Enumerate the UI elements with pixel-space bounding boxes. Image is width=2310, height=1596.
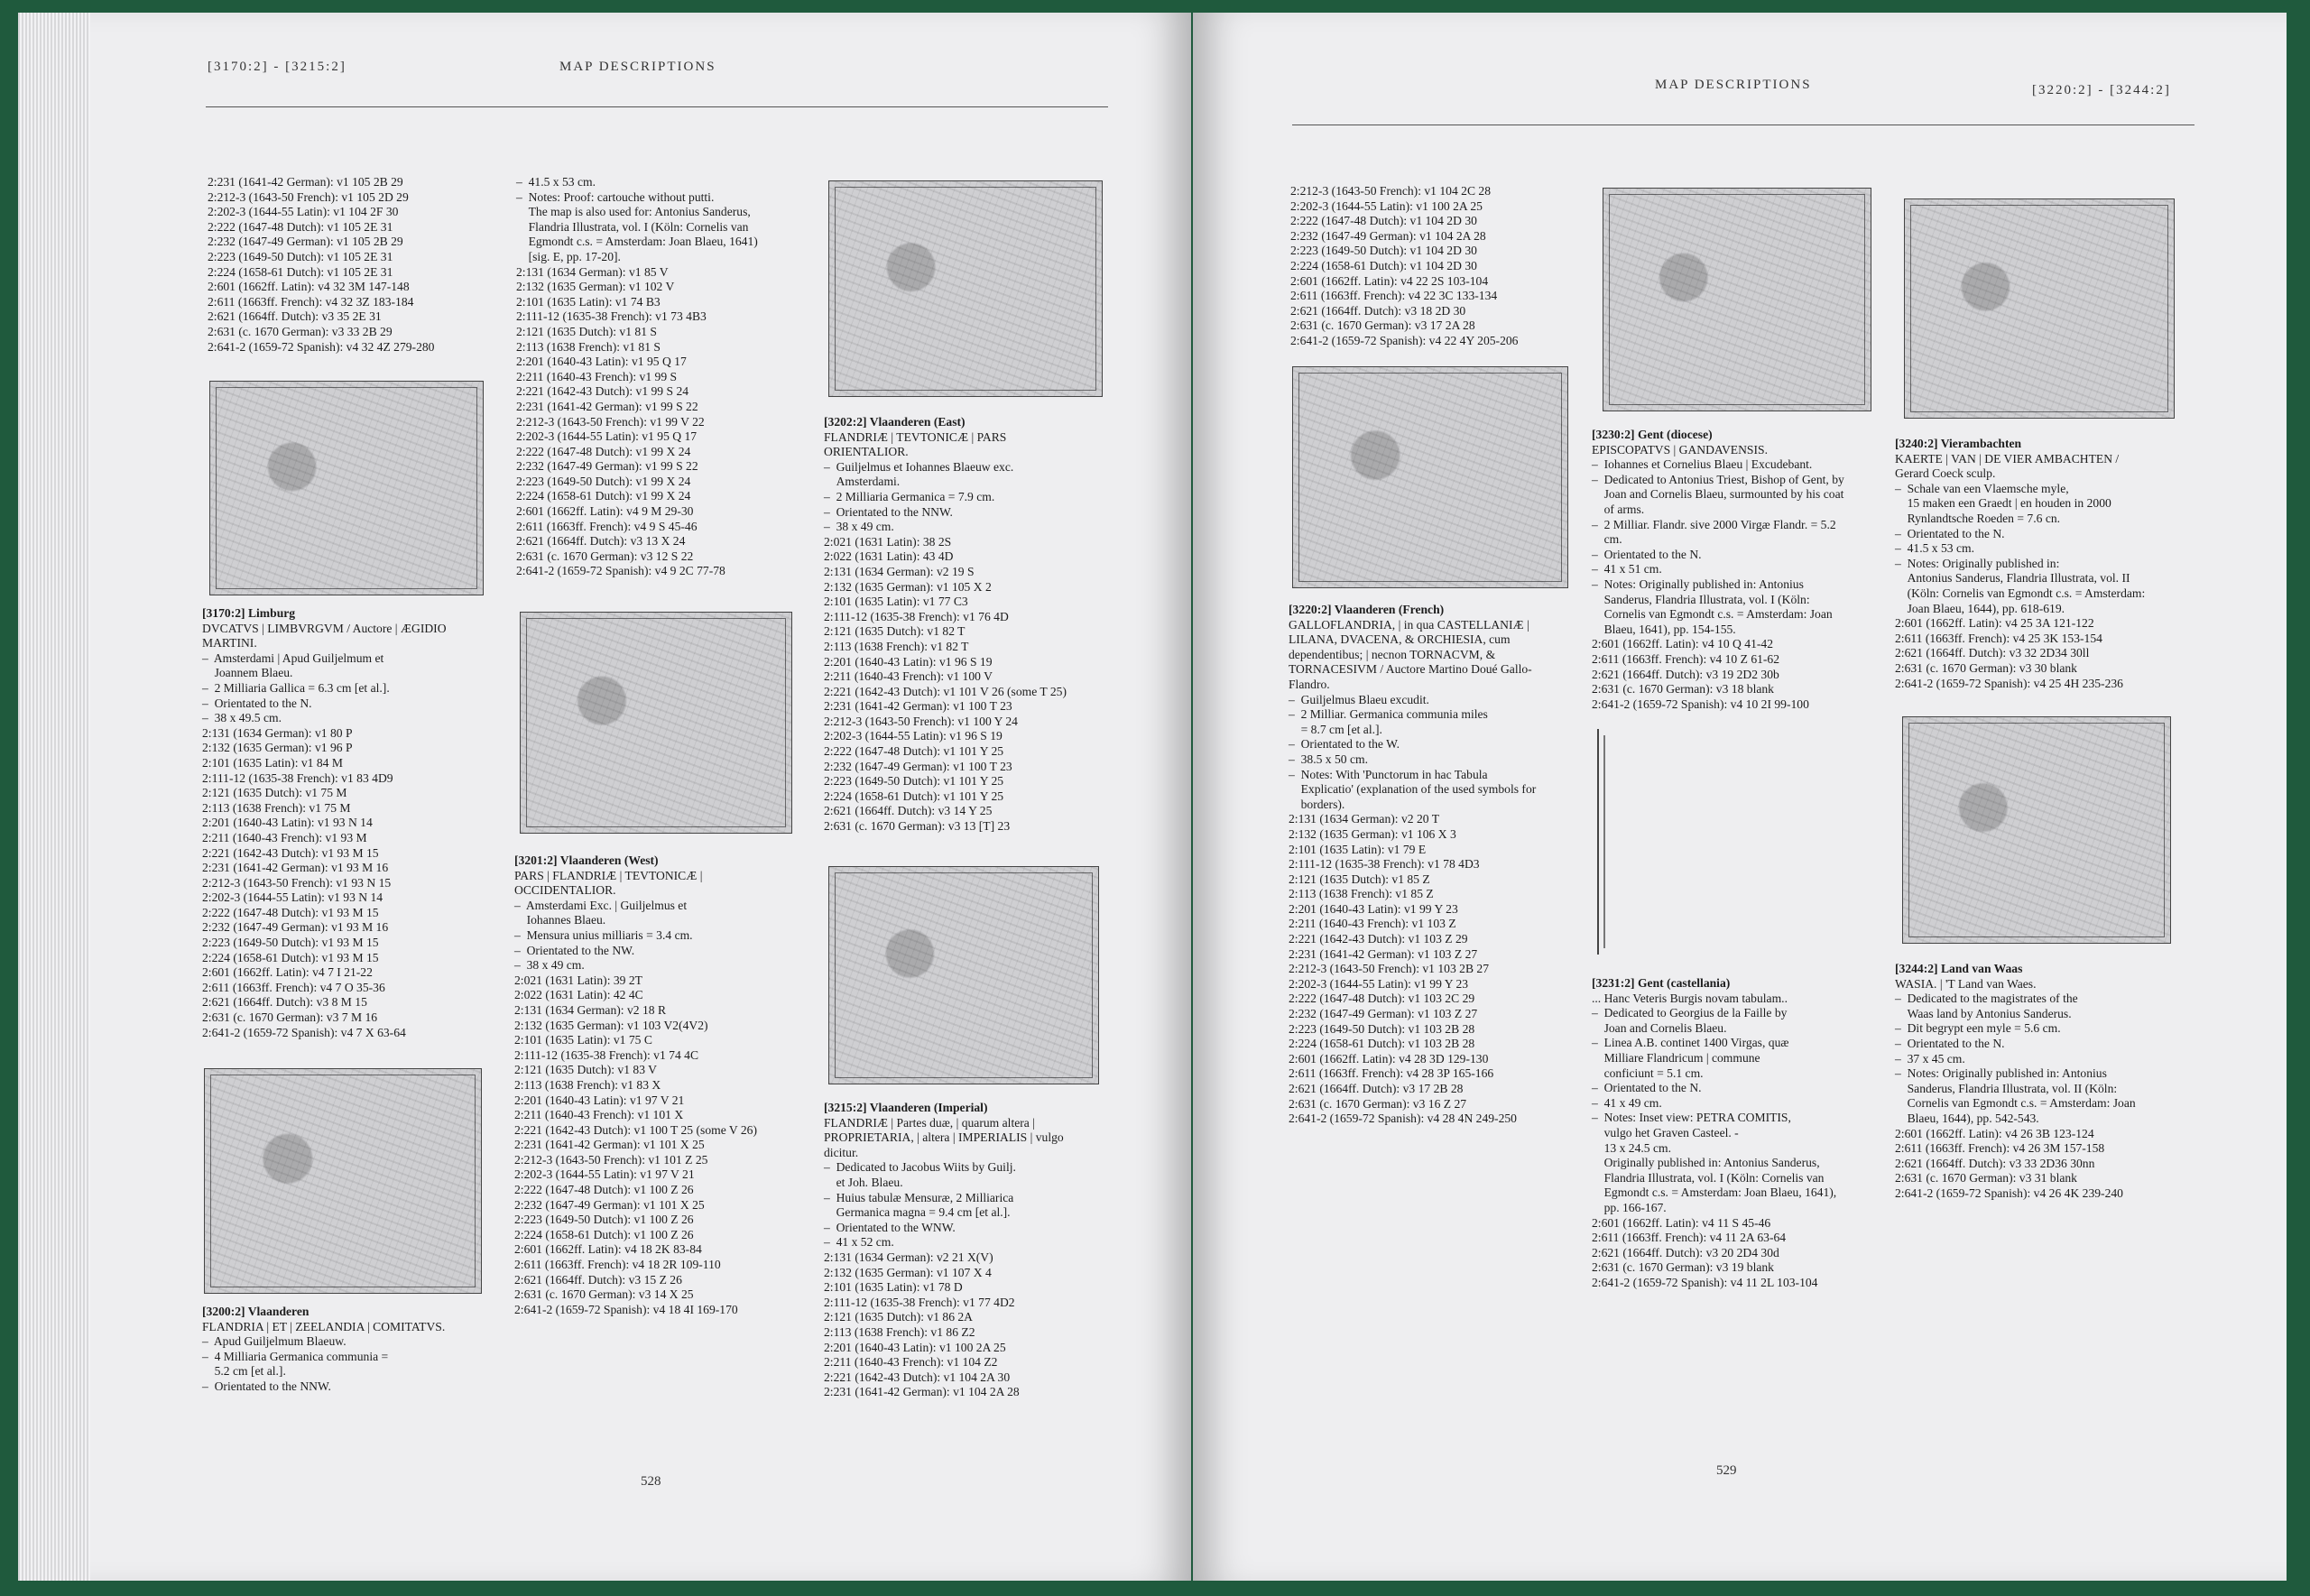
entry-3244-body: WASIA. | 'T Land van Waes. – Dedicated to the magistrates of the Waas land by Antonius Sanderus. – Dit begrypt een myle = 5.6 cm. – Orientated to the N. – 37 x 45 cm. – Notes: Originally published in: Antonius Sanderus, Flandria Illustrata, vol. II (Köln: Cornelis van Egmondt c.s. = Amsterdam: Joan Blaeu, 1644), pp. 542-543. 2:601 (1662ff. Latin): v4 26 3B 123-124 2:611 (1663ff. French): v4 26 3M 157-158 2:621 (1664ff. Dutch): v3 33 2D36 30nn 2:631 (c. 1670 German): v3 31 blank 2:641-2 (1659-72 Spanish): v4 26 4K 239-240	[1895, 976, 2136, 1200]
map-image-3170	[209, 381, 484, 595]
entry-3170-body: DVCATVS | LIMBVRGVM / Auctore | ÆGIDIO MARTINI. – Amsterdami | Apud Guiljelmum et Joannem Blaeu. – 2 Milliaria Gallica = 6.3 cm [et al.]. – Orientated to the N. – 38 x 49.5 cm. 2:131 (1634 German): v1 80 P 2:132 (1635 German): v1 96 P 2:101 (1635 Latin): v1 84 M 2:111-12 (1635-38 French): v1 83 4D9 2:121 (1635 Dutch): v1 75 M 2:113 (1638 French): v1 75 M 2:201 (1640-43 Latin): v1 93 N 14 2:211 (1640-43 French): v1 93 M 2:221 (1642-43 Dutch): v1 93 M 15 2:231 (1641-42 German): v1 93 M 16 2:212-3 (1643-50 French): v1 93 N 15 2:202-3 (1644-55 Latin): v1 93 N 14 2:222 (1647-48 Dutch): v1 93 M 15 2:232 (1647-49 German): v1 93 M 16 2:223 (1649-50 Dutch): v1 93 M 15 2:224 (1658-61 Dutch): v1 93 M 15 2:601 (1662ff. Latin): v4 7 I 21-22 2:611 (1663ff. French): v4 7 O 35-36 2:621 (1664ff. Dutch): v3 8 M 15 2:631 (c. 1670 German): v3 7 M 16 2:641-2 (1659-72 Spanish): v4 7 X 63-64	[202, 621, 447, 1039]
entry-3220-body: GALLOFLANDRIA, | in qua CASTELLANIÆ | LILANA, DVACENA, & ORCHIESIA, cum dependentibus; | necnon TORNACVM, & TORNACESIVM / Auctore Martino Doué Gallo- Flandro. – Guiljelmus Blaeu excudit. – 2 Milliar. Germanica communia miles = 8.7 cm [et al.]. – Orientated to the W. – 38.5 x 50 cm. – Notes: With 'Punctorum in hac Tabula Explicatio' (explanation of the used symbols for borders). 2:131 (1634 German): v2 20 T 2:132 (1635 German): v1 106 X 3 2:101 (1635 Latin): v1 79 E 2:111-12 (1635-38 French): v1 78 4D3 2:121 (1635 Dutch): v1 85 Z 2:113 (1638 French): v1 85 Z 2:201 (1640-43 Latin): v1 99 Y 23 2:211 (1640-43 French): v1 103 Z 2:221 (1642-43 Dutch): v1 103 Z 29 2:231 (1641-42 German): v1 103 Z 27 2:212-3 (1643-50 French): v1 103 2B 27 2:202-3 (1644-55 Latin): v1 99 Y 23 2:222 (1647-48 Dutch): v1 103 2C 29 2:232 (1647-49 German): v1 103 Z 27 2:223 (1649-50 Dutch): v1 103 2B 28 2:224 (1658-61 Dutch): v1 103 2B 28 2:601 (1662ff. Latin): v4 28 3D 129-130 2:611 (1663ff. French): v4 28 3P 165-166 2:621 (1664ff. Dutch): v3 17 2B 28 2:631 (c. 1670 German): v3 16 Z 27 2:641-2 (1659-72 Spanish): v4 28 4N 249-250	[1289, 617, 1537, 1126]
map-image-3202	[828, 180, 1103, 397]
map-image-3244	[1902, 716, 2171, 944]
entry-3215-title: [3215:2] Vlaanderen (Imperial)	[824, 1101, 988, 1114]
right-column-1	[1290, 184, 1579, 349]
entry-3202-body: FLANDRIÆ | TEVTONICÆ | PARS ORIENTALIOR. – Guiljelmus et Iohannes Blaeuw exc. Amsterdami. – 2 Milliaria Germanica = 7.9 cm. – Orientated to the NNW. – 38 x 49 cm. 2:021 (1631 Latin): 38 2S 2:022 (1631 Latin): 43 4D 2:131 (1634 German): v2 19 S 2:132 (1635 German): v1 105 X 2 2:101 (1635 Latin): v1 77 C3 2:111-12 (1635-38 French): v1 76 4D 2:121 (1635 Dutch): v1 82 T 2:113 (1638 French): v1 82 T 2:201 (1640-43 Latin): v1 96 S 19 2:211 (1640-43 French): v1 100 V 2:221 (1642-43 Dutch): v1 101 V 26 (some T 25) 2:231 (1641-42 German): v1 100 T 23 2:212-3 (1643-50 French): v1 100 Y 24 2:202-3 (1644-55 Latin): v1 96 S 19 2:222 (1647-48 Dutch): v1 101 Y 25 2:232 (1647-49 German): v1 100 T 23 2:223 (1649-50 Dutch): v1 101 Y 25 2:224 (1658-61 Dutch): v1 101 Y 25 2:621 (1664ff. Dutch): v3 14 Y 25 2:631 (c. 1670 German): v3 13 [T] 23	[824, 429, 1067, 834]
entry-3200-title: [3200:2] Vlaanderen	[202, 1305, 310, 1318]
entry-3231-body: ... Hanc Veteris Burgis novam tabulam.. – Dedicated to Georgius de la Faille by Joan and Cornelis Blaeu. – Linea A.B. continet 1400 Virgas, quæ Milliare Flandricum | commune conficiunt = 5.1 cm. – Orientated to the N. – 41 x 49 cm. – Notes: Inset view: PETRA COMITIS, vulgo het Graven Casteel. - 13 x 24.5 cm. Originally published in: Antonius Sanderus, Flandria Illustrata, vol. I (Köln: Cornelis van Egmondt c.s. = Amsterdam: Joan Blaeu, 1641), pp. 166-167. 2:601 (1662ff. Latin): v4 11 S 45-46 2:611 (1663ff. French): v4 11 2A 63-64 2:621 (1664ff. Dutch): v3 20 2D4 30d 2:631 (c. 1670 German): v3 19 blank 2:641-2 (1659-72 Spanish): v4 11 2L 103-104	[1592, 991, 1837, 1289]
right-page-number: 529	[1716, 1463, 1737, 1478]
map-image-3215	[828, 866, 1099, 1084]
entry-3220	[1289, 603, 1586, 1127]
entry-3244	[1895, 962, 2202, 1202]
left-column-2	[516, 175, 823, 579]
entry-3220-title: [3220:2] Vlaanderen (French)	[1289, 603, 1445, 616]
entry-3230-title: [3230:2] Gent (diocese)	[1592, 428, 1713, 441]
entry-3201-title: [3201:2] Vlaanderen (West)	[514, 853, 659, 867]
map-image-3240	[1904, 198, 2175, 419]
entry-3200	[202, 1305, 500, 1395]
left-page	[18, 13, 1191, 1581]
page-edges	[18, 13, 90, 1581]
map-image-3220	[1292, 366, 1568, 588]
map-image-3230	[1603, 188, 1871, 411]
entry-3231	[1592, 976, 1899, 1290]
right-header-range: [3220:2] - [3244:2]	[2032, 83, 2171, 97]
entry-3230	[1592, 428, 1899, 712]
entry-3215-body: FLANDRIÆ | Partes duæ, | quarum altera | PROPRIETARIA, | altera | IMPERIALIS | vulgo dicitur. – Dedicated to Jacobus Wiits by Guilj. et Joh. Blaeu. – Huius tabulæ Mensuræ, 2 Milliarica Germanica magna = 9.4 cm [et al.]. – Orientated to the WNW. – 41 x 52 cm. 2:131 (1634 German): v2 21 X(V) 2:132 (1635 German): v1 107 X 4 2:101 (1635 Latin): v1 78 D 2:111-12 (1635-38 French): v1 77 4D2 2:121 (1635 Dutch): v1 86 2A 2:113 (1638 French): v1 86 Z2 2:201 (1640-43 Latin): v1 100 2A 25 2:211 (1640-43 French): v1 104 Z2 2:221 (1642-43 Dutch): v1 104 2A 30 2:231 (1641-42 German): v1 104 2A 28	[824, 1115, 1064, 1399]
entry-3230-body: EPISCOPATVS | GANDAVENSIS. – Iohannes et Cornelius Blaeu | Excudebant. – Dedicated to Antonius Triest, Bishop of Gent, by Joan and Cornelis Blaeu, surmounted by his coat of arms. – 2 Milliar. Flandr. sive 2000 Virgæ Flandr. = 5.2 cm. – Orientated to the N. – 41 x 51 cm. – Notes: Originally published in: Antonius Sanderus, Flandria Illustrata, vol. I (Köln: Cornelis van Egmondt c.s. = Amsterdam: Joan Blaeu, 1641), pp. 154-155. 2:601 (1662ff. Latin): v4 10 Q 41-42 2:611 (1663ff. French): v4 10 Z 61-62 2:621 (1664ff. Dutch): v3 19 2D2 30b 2:631 (c. 1670 German): v3 18 blank 2:641-2 (1659-72 Spanish): v4 10 2I 99-100	[1592, 442, 1844, 711]
entry-3240-title: [3240:2] Vierambachten	[1895, 437, 2022, 450]
map-image-3200	[204, 1068, 482, 1294]
entry-3201	[514, 853, 821, 1317]
entry-3231-title: [3231:2] Gent (castellania)	[1592, 976, 1731, 990]
entry-3200-body: FLANDRIA | ET | ZEELANDIA | COMITATVS. – Apud Guiljelmum Blaeuw. – 4 Milliaria Germanica communia = 5.2 cm [et al.]. – Orientated to the NNW.	[202, 1319, 446, 1393]
left-header-rule	[206, 106, 1108, 107]
entry-3170	[202, 606, 500, 1040]
entry-3215	[824, 1101, 1135, 1400]
entry-3240-body: KAERTE | VAN | DE VIER AMBACHTEN / Gerard Coeck sculp. – Schale van een Vlaemsche myle, 15 maken een Graedt | en houden in 2000 Rynlandtsche Roeden = 7.6 cn. – Orientated to the N. – 41.5 x 53 cm. – Notes: Originally published in: Antonius Sanderus, Flandria Illustrata, vol. II (Köln: Cornelis van Egmondt c.s. = Amsterdam: Joan Blaeu, 1644), pp. 618-619. 2:601 (1662ff. Latin): v4 25 3A 121-122 2:611 (1663ff. French): v4 25 3K 153-154 2:621 (1664ff. Dutch): v3 32 2D34 30ll 2:631 (c. 1670 German): v3 30 blank 2:641-2 (1659-72 Spanish): v4 25 4H 235-236	[1895, 451, 2146, 690]
entry-3202	[824, 415, 1135, 835]
map-image-3231	[1597, 729, 1599, 955]
entry-3201-body: PARS | FLANDRIÆ | TEVTONICÆ | OCCIDENTALIOR. – Amsterdami Exc. | Guiljelmus et Iohannes Blaeu. – Mensura unius milliaris = 3.4 cm. – Orientated to the NW. – 38 x 49 cm. 2:021 (1631 Latin): 39 2T 2:022 (1631 Latin): 42 4C 2:131 (1634 German): v2 18 R 2:132 (1635 German): v1 103 V2(4V2) 2:101 (1635 Latin): v1 75 C 2:111-12 (1635-38 French): v1 74 4C 2:121 (1635 Dutch): v1 83 V 2:113 (1638 French): v1 83 X 2:201 (1640-43 Latin): v1 97 V 21 2:211 (1640-43 French): v1 101 X 2:221 (1642-43 Dutch): v1 100 T 25 (some V 26) 2:231 (1641-42 German): v1 101 X 25 2:212-3 (1643-50 French): v1 101 Z 25 2:202-3 (1644-55 Latin): v1 97 V 21 2:222 (1647-48 Dutch): v1 100 Z 26 2:232 (1647-49 German): v1 101 X 25 2:223 (1649-50 Dutch): v1 100 Z 26 2:224 (1658-61 Dutch): v1 100 Z 26 2:601 (1662ff. Latin): v4 18 2K 83-84 2:611 (1663ff. French): v4 18 2R 109-110 2:621 (1664ff. Dutch): v3 15 Z 26 2:631 (c. 1670 German): v3 14 X 25 2:641-2 (1659-72 Spanish): v4 18 4I 169-170	[514, 868, 757, 1316]
entry-3170-title: [3170:2] Limburg	[202, 606, 296, 620]
left-page-number: 528	[641, 1474, 661, 1489]
left-header-range: [3170:2] - [3215:2]	[208, 60, 346, 74]
left-header-title: MAP DESCRIPTIONS	[559, 60, 716, 74]
entry-3215-continued: 2:212-3 (1643-50 French): v1 104 2C 28 2:202-3 (1644-55 Latin): v1 100 2A 25 2:222 (1647-48 Dutch): v1 104 2D 30 2:232 (1647-49 German): v1 104 2A 28 2:223 (1649-50 Dutch): v1 104 2D 30 2:224 (1658-61 Dutch): v1 104 2D 30 2:601 (1662ff. Latin): v4 22 2S 103-104 2:611 (1663ff. French): v4 22 3C 133-134 2:621 (1664ff. Dutch): v3 18 2D 30 2:631 (c. 1670 German): v3 17 2A 28 2:641-2 (1659-72 Spanish): v4 22 4Y 205-206	[1290, 184, 1519, 347]
entry-3202-title: [3202:2] Vlaanderen (East)	[824, 415, 966, 429]
map-image-3201	[520, 612, 792, 834]
right-page	[1193, 13, 2287, 1581]
right-header-title: MAP DESCRIPTIONS	[1655, 78, 1812, 92]
entry-3244-title: [3244:2] Land van Waas	[1895, 962, 2023, 975]
entry-3150-holdings: 2:231 (1641-42 German): v1 105 2B 29 2:212-3 (1643-50 French): v1 105 2D 29 2:202-3 (1644-55 Latin): v1 104 2F 30 2:222 (1647-48 Dutch): v1 105 2E 31 2:232 (1647-49 German): v1 105 2B 29 2:223 (1649-50 Dutch): v1 105 2E 31 2:224 (1658-61 Dutch): v1 105 2E 31 2:601 (1662ff. Latin): v4 32 3M 147-148 2:611 (1663ff. French): v4 32 3Z 183-184 2:621 (1664ff. Dutch): v3 35 2E 31 2:631 (c. 1670 German): v3 33 2B 29 2:641-2 (1659-72 Spanish): v4 32 4Z 279-280	[208, 175, 435, 354]
entry-3240	[1895, 437, 2202, 691]
left-column-1	[208, 175, 505, 355]
entry-3200-continued: – 41.5 x 53 cm. – Notes: Proof: cartouche without putti. The map is also used for: Antonius Sanderus, Flandria Illustrata, vol. I (Köln: Cornelis van Egmondt c.s. = Amsterdam: Joan Blaeu, 1641) [sig. E, pp. 17-20]. 2:131 (1634 German): v1 85 V 2:132 (1635 German): v1 102 V 2:101 (1635 Latin): v1 74 B3 2:111-12 (1635-38 French): v1 73 4B3 2:121 (1635 Dutch): v1 81 S 2:113 (1638 French): v1 81 S 2:201 (1640-43 Latin): v1 95 Q 17 2:211 (1640-43 French): v1 99 S 2:221 (1642-43 Dutch): v1 99 S 24 2:231 (1641-42 German): v1 99 S 22 2:212-3 (1643-50 French): v1 99 V 22 2:202-3 (1644-55 Latin): v1 95 Q 17 2:222 (1647-48 Dutch): v1 99 X 24 2:232 (1647-49 German): v1 99 S 22 2:223 (1649-50 Dutch): v1 99 X 24 2:224 (1658-61 Dutch): v1 99 X 24 2:601 (1662ff. Latin): v4 9 M 29-30 2:611 (1663ff. French): v4 9 S 45-46 2:621 (1664ff. Dutch): v3 13 X 24 2:631 (c. 1670 German): v3 12 S 22 2:641-2 (1659-72 Spanish): v4 9 2C 77-78	[516, 175, 758, 578]
